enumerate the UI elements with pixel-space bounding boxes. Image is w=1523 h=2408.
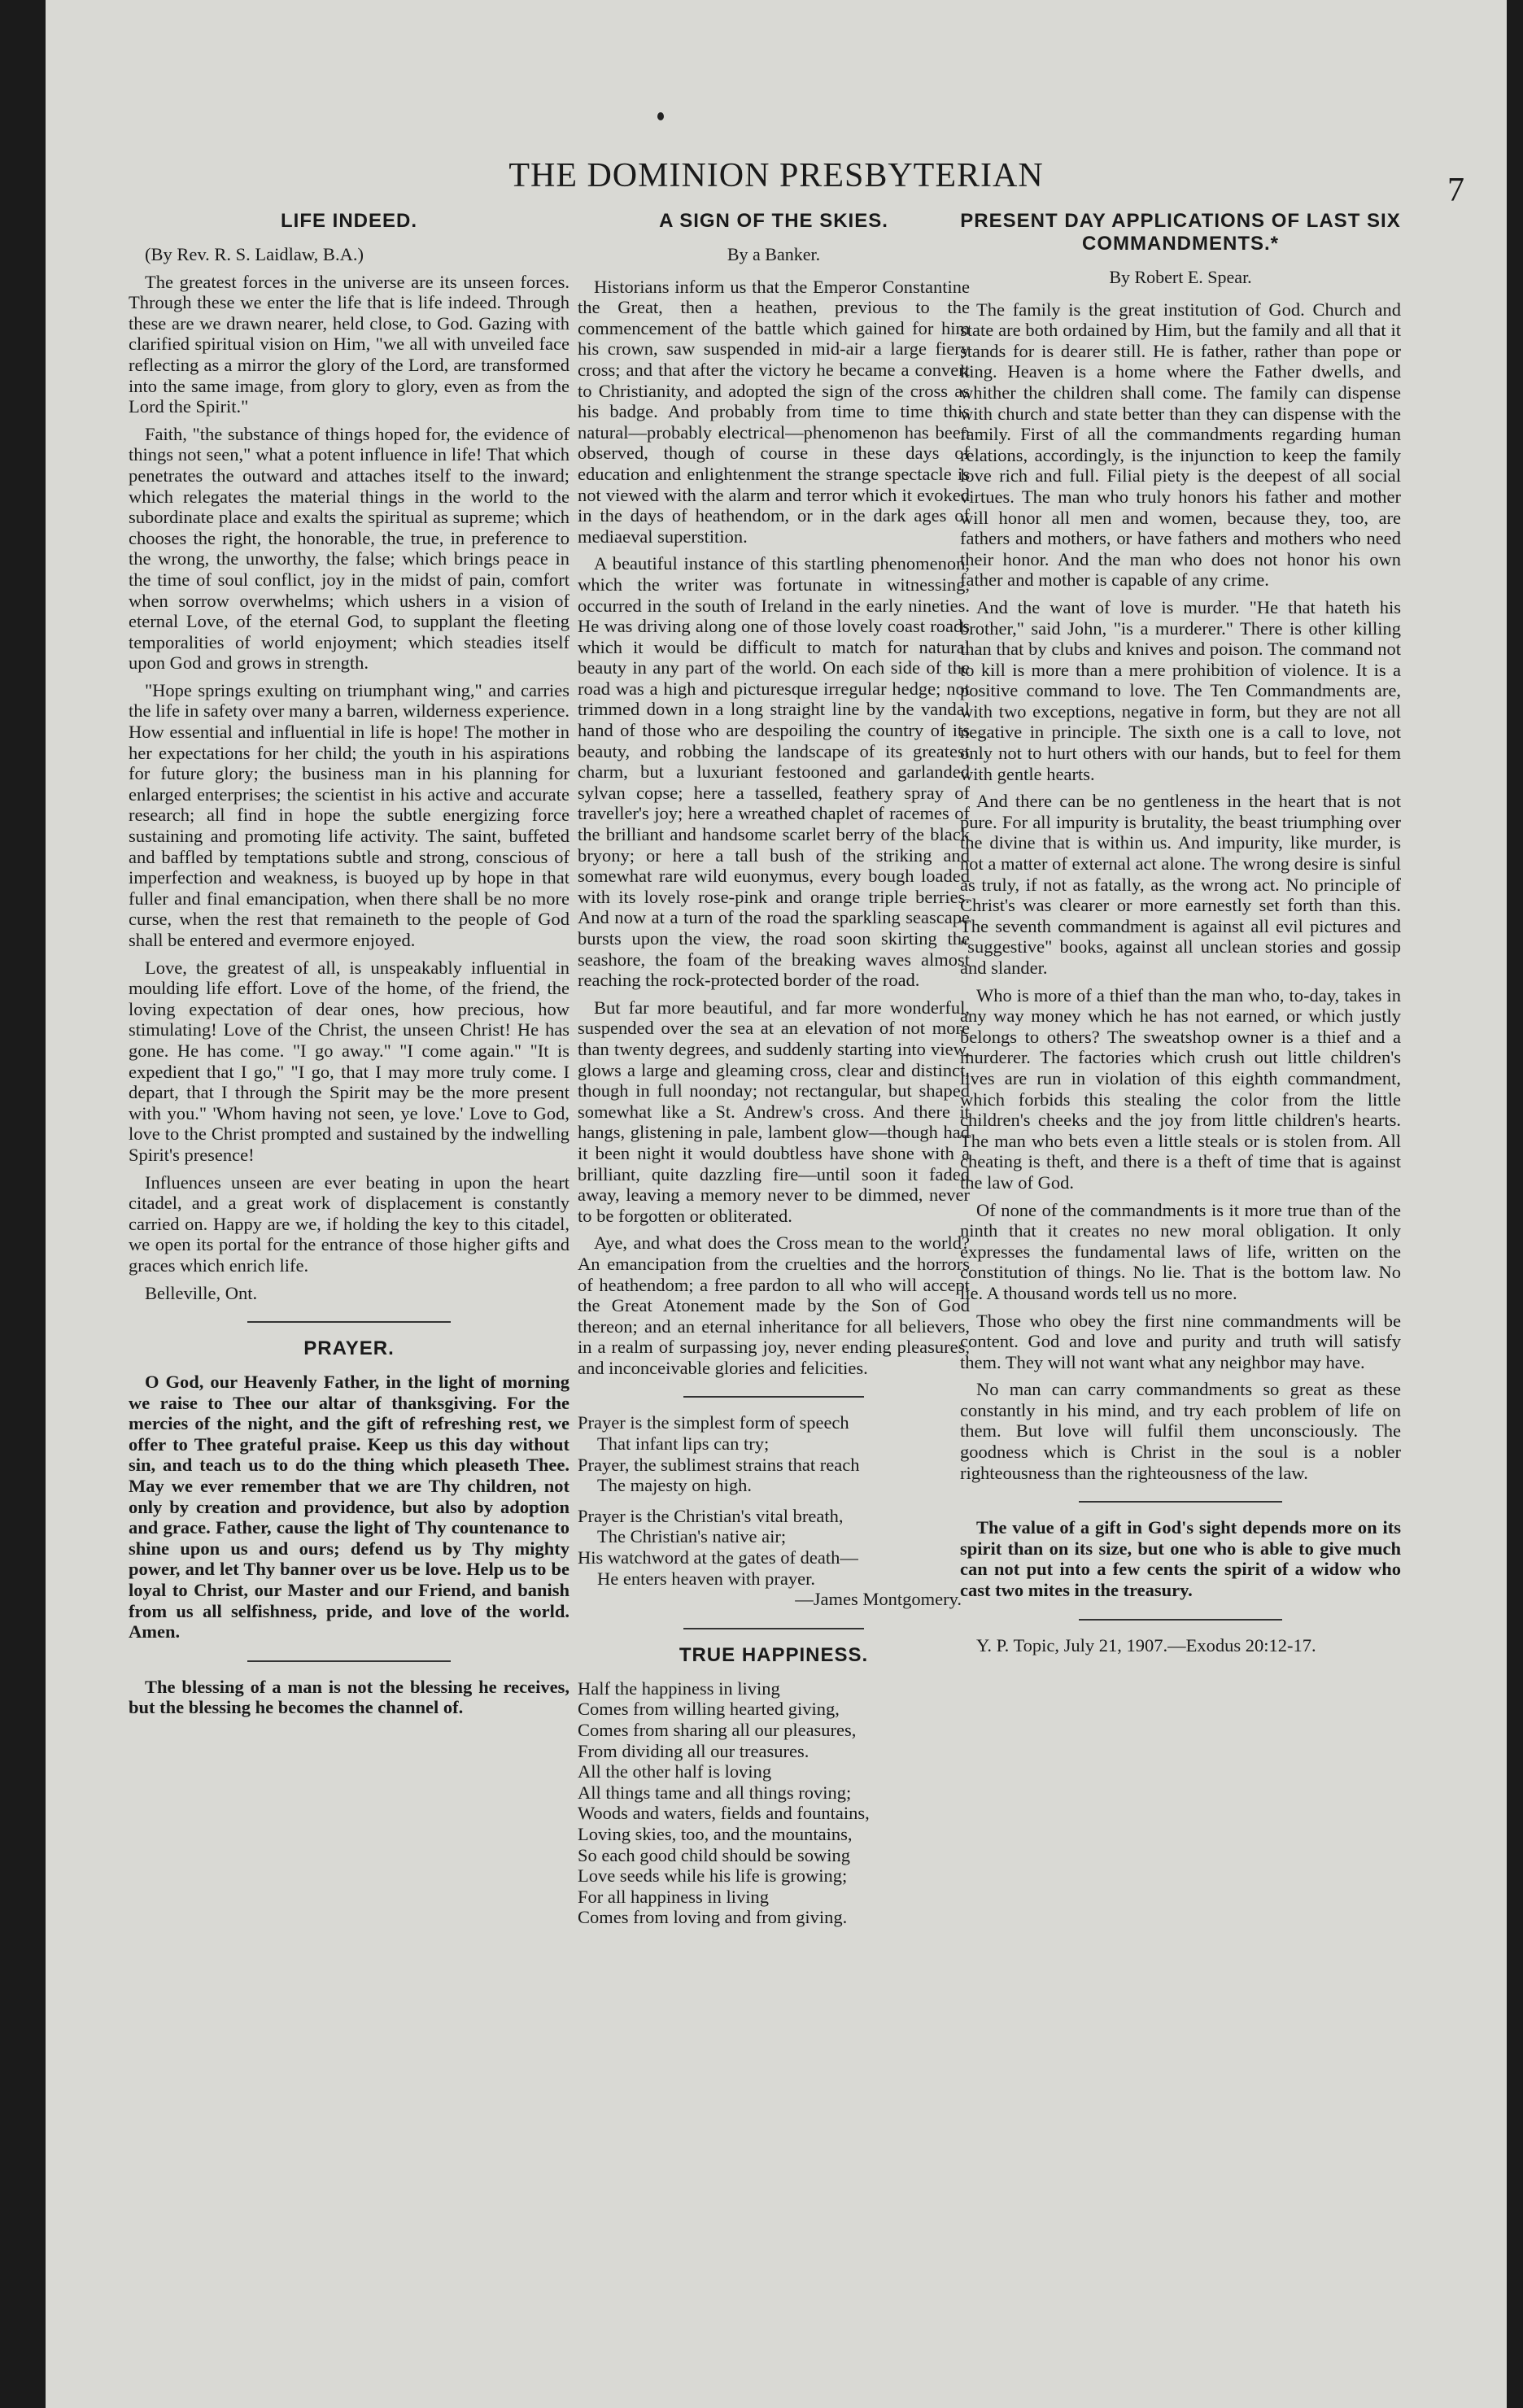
article-paragraph: Influences unseen are ever beating in upon the heart citadel, and a great work of displacement is constantly carried on. Happy are we, if holding the key to this citadel, we open its portal for the entrance of those higher gifts and graces which enrich life. [129,1171,569,1276]
poem-line: For all happiness in living [578,1886,769,1907]
poem-line: So each good child should be sowing [578,1844,850,1865]
prayer-text: O God, our Heavenly Father, in the light of morning we raise to Thee our altar of thanksgiving. For the mercies of the night, and the gift of refreshing rest, we offer to Thee grateful praise. Keep us this day without sin, and teach us to do the thing which pleaseth Thee. May we ever remember that we are Thy children, not only by creation and providence, but also by adoption and grace. Father, cause the light of Thy countenance to shine upon us and ours; defend us by Thy mighty power, and let Thy banner over us be love. Help us to be loyal to Christ, our Master and our Friend, and banish from us all selfishness, pride, and love of the world. Amen. [129,1372,569,1642]
article-paragraph: "Hope springs exulting on triumphant wing," and carries the life in safety over many a barren, wilderness experience. How essential and influential in life is hope! The mother in her expectations for her child; the youth in his aspirations for future glory; the business man in his planning for enlarged enterprises; the scientist in his active and accurate research; all find in hope the subtle energizing force sustaining and promoting life activity. The saint, buffeted and baffled by temptations subtle and strong, conscious of imperfection and weakness, is buoyed up by hope in that fuller and final emancipation, when there shall be no more curse, when the rest that remaineth to the people of God shall be entered and evermore enjoyed. [129,679,569,950]
column-left [129,210,569,1725]
article-paragraph: Aye, and what does the Cross mean to the world? An emancipation from the cruelties and the horrors of heathendom; a free pardon to all who will accept the Great Atonement made by the Son of God thereon; and an eternal inheritance for all believers, in a realm of surpassing joy, never ending pleasures, and inconceivable glories and felicities. [578,1232,970,1378]
article-paragraph: A beautiful instance of this startling phenomenon, which the writer was fortunate in witnessing, occurred in the south of Ireland in the early nineties. He was driving along one of those lovely coast roads which it would be difficult to match for natural beauty in any part of the world. On each side of the road was a high and picturesque irregular hedge; not trimmed down in a long straight line by the vandal hand of those who are despoiling the country of its beauty, and robbing the landscape of its greatest charm, but a luxuriant festooned and garlanded sylvan copse; here a tasselled, feathery spray of traveller's joy; here a wreathed chaplet of racemes of the brilliant and handsome scarlet berry of the black bryony; or here a tall bush of the striking and somewhat rare wild euonymus, every bough loaded with its lovely rose-pink and orange triple berries. And now at a turn of the road the sparkling seascape bursts upon the view, the road soon skirting the seashore, the foam of the breaking waves almost reaching the rock-protected border of the road. [578,553,970,991]
poem-line: That infant lips can try; [597,1433,770,1455]
poem-line: Comes from loving and from giving. [578,1907,848,1928]
gift-quote: The value of a gift in God's sight depends more on its spirit than on its size, but one who is able to give much can not put into a few cents the spirit of a widow who cast two mites in the treasury. [960,1517,1401,1601]
poem-line: Half the happiness in living [578,1677,780,1699]
article-heading-life-indeed: LIFE INDEED. [280,210,417,232]
poem-line: His watchword at the gates of death— [578,1547,858,1568]
poem-line: Woods and waters, fields and fountains, [578,1803,870,1824]
section-divider [1079,1501,1281,1503]
column-right [960,210,1401,1662]
newspaper-page [46,0,1507,2408]
article-paragraph: Historians inform us that the Emperor Constantine the Great, then a heathen, previous to the commencement of the battle which gained for him his crown, saw suspended in mid-air a large fiery cross; and that after the victory he became a convert to Christianity, and adopted the sign of the cross as his badge. And probably from time to time this natural—probably electrical—phenomenon has been observed, though of course in these days of education and enlightenment the strange spectacle is not viewed with the alarm and terror which it evoked in the days of heathendom, or in the dark ages of mediaeval superstition. [578,276,970,547]
poem-line: Comes from sharing all our pleasures, [578,1720,857,1740]
poem-line: All things tame and all things roving; [578,1782,852,1803]
article-byline: By a Banker. [727,244,821,264]
article-paragraph: Who is more of a thief than the man who, to-day, takes in any way money which he has not earned, or which justly belongs to others? The sweatshop owner is a thief and a murderer. The factories which crush out little children's lives are run in violation of this eighth commandment, which forbids this stealing the color from the little children's cheeks and the joy from little children's hearts. The man who bets even a little steals or is stolen from. All cheating is theft, and there is a theft of time that is against the law of God. [960,984,1401,1193]
poem-line: The Christian's native air; [597,1526,787,1547]
poem-line: Prayer is the Christian's vital breath, [578,1505,844,1526]
section-divider [1079,1619,1281,1621]
article-heading-prayer: PRAYER. [303,1337,395,1360]
section-divider [683,1396,864,1398]
poem-line: Prayer, the sublimest strains that reach [578,1454,860,1475]
article-heading-sign: A SIGN OF THE SKIES. [659,210,888,232]
poem-line: Loving skies, too, and the mountains, [578,1823,853,1844]
section-divider [247,1660,450,1662]
article-paragraph: Faith, "the substance of things hoped for, the evidence of things not seen," what a potent influence in life! That which penetrates the outward and attaches itself to the inward; which relegates the material things in the world to the subordinate place and exalts the spiritual as supreme; which chooses the right, the honorable, the true, in preference to the wrong, the unworthy, the false; which brings peace in the time of soul conflict, joy in the midst of pain, comfort when sorrow overwhelms; which ushers in a vision of eternal Love, of the eternal God, to supplant the fleeting temporalities of world enjoyment; which steadies itself upon God and grows in strength. [129,423,569,674]
poem-line: He enters heaven with prayer. [597,1568,816,1589]
article-paragraph: Love, the greatest of all, is unspeakably influential in moulding life effort. Love of the home, of the friend, the loving expectation of dear ones, how precious, how stimulating! Love of the Christ, the unseen Christ! He has gone. He has come. "I go away." "I come again." "It is expedient that I go," "I go, that I may more truly come. I depart, that I through the Spirit may be the more present with you." 'Whom having not seen, ye love.' Love to God, love to the Christ prompted and sustained by the indwelling Spirit's presence! [129,957,569,1165]
poem-stanza [578,1506,970,1610]
article-paragraph: And the want of love is murder. "He that hateth his brother," said John, "is a murderer." There is other killing than that by clubs and knives and poison. The command not to kill is more than a mere prohibition of violence. It is a positive command to love. The Ten Commandments are, with two exceptions, negative in form, but they are not all negative in principle. The sixth one is a call to love, not only not to hurt others with our hands, but to feel for them with gentle hearts. [960,596,1401,784]
article-byline: By Robert E. Spear. [1109,267,1252,287]
article-paragraph: No man can carry commandments so great as these constantly in his mind, and try each problem of life on them. But love will fulfil them unconsciously. The goodness which is Christ in the soul is a nobler righteousness than the righteousness of the law. [960,1379,1401,1483]
article-paragraph: Of none of the commandments is it more true than of the ninth that it creates no new moral obligation. It only expresses the fundamental laws of life, written on the constitution of things. No lie. That is the bottom law. No lie. A thousand words tell us no more. [960,1199,1401,1303]
ink-dot [657,112,664,120]
poem-line: All the other half is loving [578,1761,772,1782]
article-heading-present-day: PRESENT DAY APPLICATIONS OF LAST SIX COMMANDMENTS.* [960,210,1401,255]
poem-line: Prayer is the simplest form of speech [578,1412,849,1433]
article-paragraph: But far more beautiful, and far more wonderful, suspended over the sea at an elevation of not more than twenty degrees, and suddenly starting into view, glows a large and gleaming cross, clear and distinct, though in full noonday; not rectangular, but shaped somewhat like a St. Andrew's cross. And there it hangs, glistening in pale, lambent glow—though had it been night it would doubtless have shone with a brilliant, quite dazzling fire—until soon it faded away, leaving a memory never to be dimmed, never to be forgotten or obliterated. [578,997,970,1226]
poem-line: The majesty on high. [597,1475,752,1496]
article-signoff: Belleville, Ont. [145,1282,258,1303]
article-paragraph: The greatest forces in the universe are its unseen forces. Through these we enter the life that is life indeed. Through these are we drawn nearer, held close, to God. Gazing with clarified spiritual vision on Him, "we all with unveiled face reflecting as a mirror the glory of the Lord, are transformed into the same image, from glory to glory, even as from the Lord the Spirit." [129,271,569,417]
section-divider [247,1321,450,1323]
poem-attribution: —James Montgomery. [795,1589,962,1610]
poem-body [578,1678,970,1928]
section-divider [683,1628,864,1629]
article-paragraph: The family is the great institution of God. Church and state are both ordained by Him, but the family and all that it stands for is dearer still. He is father, rather than pope or king. Heaven is a home where the Father dwells, and whither the children shall come. The family can dispense with church and state better than they can dispense with the family. First of all the commandments regarding human relations, accordingly, is the injunction to keep the family love rich and full. Filial piety is the deepest of all social virtues. The man who truly honors his father and mother will honor all men and women, because they, too, are fathers and mothers, or have fathers and mothers who need their honor. And the man who does not honor his own father and mother is capable of any crime. [960,299,1401,591]
poem-stanza [578,1412,970,1495]
article-byline: (By Rev. R. S. Laidlaw, B.A.) [145,244,364,264]
masthead: THE DOMINION PRESBYTERIAN [508,157,1044,194]
poem-line: Comes from willing hearted giving, [578,1699,840,1720]
page-number: 7 [1447,172,1464,209]
article-paragraph: And there can be no gentleness in the heart that is not pure. For all impurity is brutality, the beast triumphing over the divine that is within us. And impurity, like murder, is not a matter of external act alone. The wrong desire is sinful as truly, if not as fatally, as the wrong act. No principle of Christ's was clearer or more earnestly set forth than this. The seventh commandment is against all evil pictures and "suggestive" books, against all unclean stories and gossip and slander. [960,791,1401,978]
blessing-quote: The blessing of a man is not the blessing he receives, but the blessing he becomes the channel of. [129,1676,569,1718]
poem-line: From dividing all our treasures. [578,1740,810,1761]
article-paragraph: Those who obey the first nine commandments will be content. God and love and purity and truth will satisfy them. They will not want what any neighbor may have. [960,1310,1401,1372]
article-heading-happiness: TRUE HAPPINESS. [679,1643,869,1666]
column-middle [578,210,970,1938]
footnote: Y. P. Topic, July 21, 1907.—Exodus 20:12-17. [976,1634,1316,1656]
poem-line: Love seeds while his life is growing; [578,1865,848,1887]
